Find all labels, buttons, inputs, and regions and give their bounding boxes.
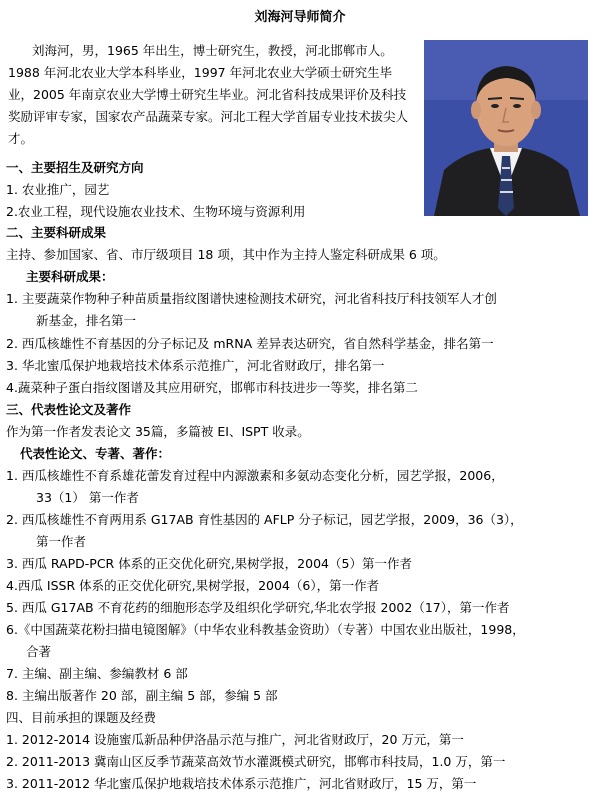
- list-item: 5. 西瓜 G17AB 不育花药的细胞形态学及组织化学研究,华北农学报 2002（17），第一作者: [6, 600, 510, 615]
- portrait-photo: [424, 40, 588, 216]
- section-heading: 二、主要科研成果: [6, 225, 107, 240]
- page-title: 刘海河导师简介: [254, 10, 346, 25]
- list-item-continuation: 第一作者: [36, 534, 87, 549]
- list-item: 1. 西瓜核雄性不育系雄花蕾发育过程中内源激素和多氨动态变化分析，园艺学报，2006，: [6, 468, 504, 483]
- list-item-continuation: 合著: [26, 644, 52, 659]
- list-item: 2. 西瓜核雄性不育基因的分子标记及 mRNA 差异表达研究，省自然科学基金，排名第一: [6, 336, 494, 351]
- sub-heading: 主要科研成果：: [26, 269, 114, 284]
- sub-heading: 代表性论文、专著、著作：: [20, 446, 171, 461]
- body-text: 作为第一作者发表论文 35篇，多篇被 EI、ISPT 收录。: [6, 424, 310, 439]
- list-item-continuation: 新基金，排名第一: [36, 313, 137, 328]
- body-text: 主持、参加国家、省、市厅级项目 18 项，其中作为主持人鉴定科研成果 6 项。: [6, 247, 446, 262]
- list-item: 2. 西瓜核雄性不育两用系 G17AB 育性基因的 AFLP 分子标记，园艺学报，2009，36（3），: [6, 512, 523, 527]
- list-item: 2.农业工程，现代设施农业技术、生物环境与资源利用: [6, 204, 306, 219]
- list-item: 1. 2012-2014 设施蜜瓜新品种伊洛晶示范与推广，河北省财政厅，20 万元，第一: [6, 732, 464, 747]
- list-item: 6.《中国蔬菜花粉扫描电镜图解》（中华农业科教基金资助）（专著）中国农业出版社，1998，: [6, 622, 525, 637]
- list-item: 4.西瓜 ISSR 体系的正交优化研究,果树学报，2004（6），第一作者: [6, 578, 380, 593]
- list-item: 4.蔬菜种子蛋白指纹图谱及其应用研究，邯郸市科技进步一等奖，排名第二: [6, 380, 418, 395]
- portrait-icon: [424, 40, 588, 216]
- section-heading: 一、主要招生及研究方向: [6, 160, 144, 175]
- section-heading: 三、代表性论文及著作: [6, 402, 132, 417]
- intro-paragraph: 刘海河，男，1965 年出生，博士研究生，教授，河北邯郸市人。1988 年河北农业大学本科毕业，1997 年河北农业大学硕士研究生毕业，2005 年南京农业大学博士研究生毕业。河北省科技成果评价及科技奖励评审专家，国家农产品蔬菜专家。河北工程大学首届专业技术拔尖人才。: [8, 43, 409, 146]
- list-item: 3. 2011-2012 华北蜜瓜保护地栽培技术体系示范推广，河北省财政厅，15 万，第一: [6, 776, 477, 791]
- list-item: 7. 主编、副主编、参编教材 6 部: [6, 666, 188, 681]
- list-item: 8. 主编出版著作 20 部，副主编 5 部，参编 5 部: [6, 688, 278, 703]
- list-item: 3. 华北蜜瓜保护地栽培技术体系示范推广，河北省财政厅，排名第一: [6, 358, 385, 373]
- list-item: 3. 西瓜 RAPD-PCR 体系的正交优化研究,果树学报，2004（5）第一作者: [6, 556, 412, 571]
- list-item: 2. 2011-2013 冀南山区反季节蔬菜高效节水灌溉模式研究，邯郸市科技局，1.0 万，第一: [6, 754, 506, 769]
- list-item-continuation: 33（1） 第一作者: [36, 490, 139, 505]
- section-heading: 四、目前承担的课题及经费: [6, 710, 157, 725]
- list-item: 1. 主要蔬菜作物种子种苗质量指纹图谱快速检测技术研究，河北省科技厅科技领军人才创: [6, 291, 497, 306]
- list-item: 1. 农业推广，园艺: [6, 182, 110, 197]
